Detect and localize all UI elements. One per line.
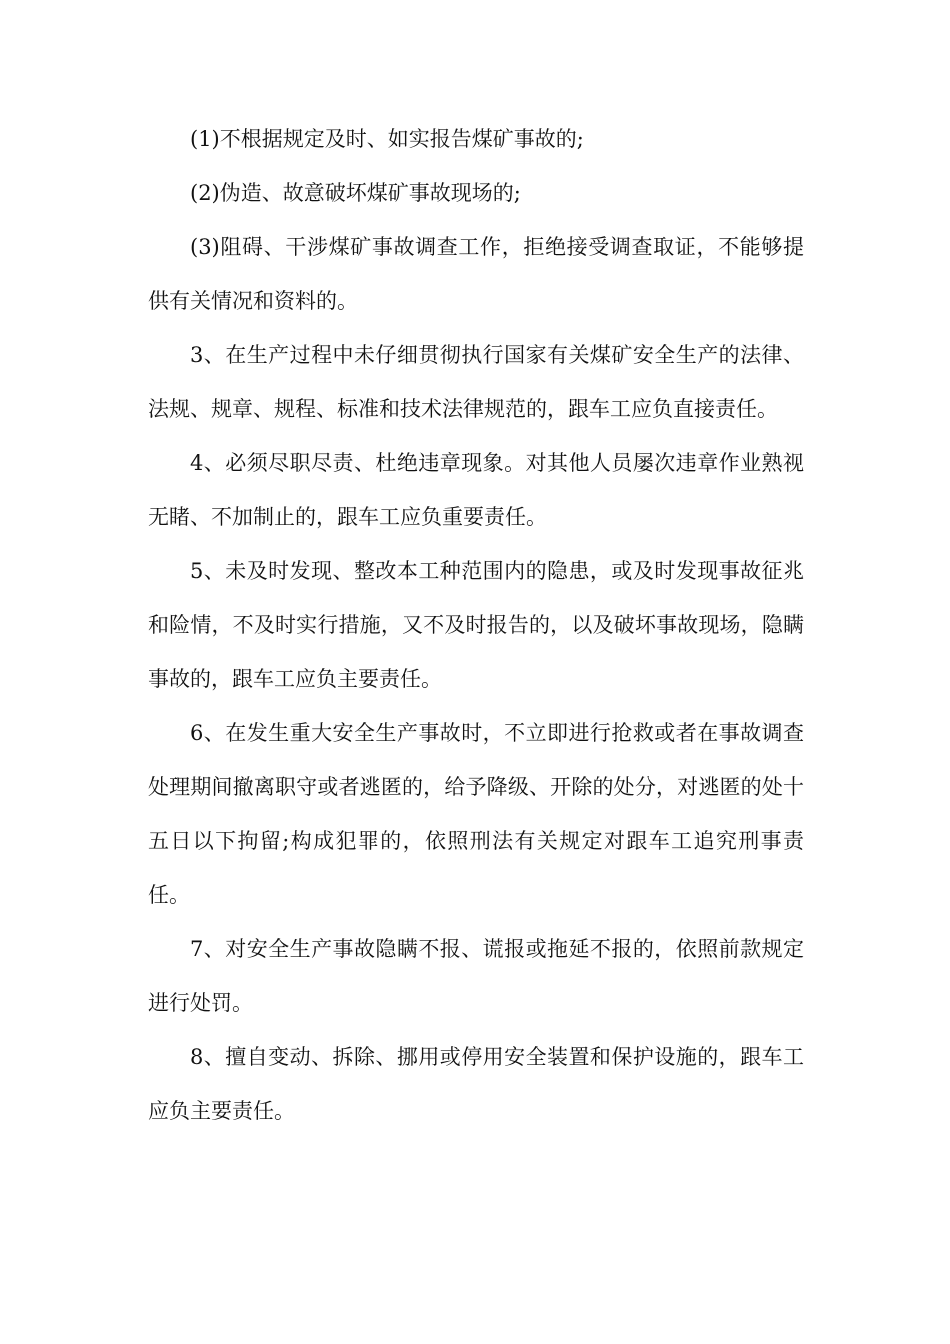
paragraph-item-2: (2)伪造、故意破坏煤矿事故现场的; — [190, 181, 521, 205]
paragraph-rule-8: 8、擅自变动、拆除、挪用或停用安全装置和保护设施的，跟车工应负主要责任。 — [148, 1045, 804, 1123]
paragraph-rule-7: 7、对安全生产事故隐瞒不报、谎报或拖延不报的，依照前款规定进行处罚。 — [148, 937, 804, 1015]
paragraph-rule-5: 5、未及时发现、整改本工种范围内的隐患，或及时发现事故征兆和险情，不及时实行措施，又不及时报告的，以及破坏事故现场，隐瞒事故的，跟车工应负主要责任。 — [148, 559, 804, 691]
paragraph-rule-6: 6、在发生重大安全生产事故时，不立即进行抢救或者在事故调查处理期间撤离职守或者逃匿的，给予降级、开除的处分，对逃匿的处十五日以下拘留;构成犯罪的，依照刑法有关规定对跟车工追究刑事责任。 — [148, 721, 804, 907]
paragraph-item-1: (1)不根据规定及时、如实报告煤矿事故的; — [190, 127, 584, 151]
paragraph-rule-3: 3、在生产过程中未仔细贯彻执行国家有关煤矿安全生产的法律、法规、规章、规程、标准和技术法律规范的，跟车工应负直接责任。 — [148, 343, 804, 421]
paragraph-rule-4: 4、必须尽职尽责、杜绝违章现象。对其他人员屡次违章作业熟视无睹、不加制止的，跟车工应负重要责任。 — [148, 451, 804, 529]
paragraph-item-3: (3)阻碍、干涉煤矿事故调查工作，拒绝接受调查取证，不能够提供有关情况和资料的。 — [148, 235, 804, 313]
document-body — [148, 112, 804, 1138]
